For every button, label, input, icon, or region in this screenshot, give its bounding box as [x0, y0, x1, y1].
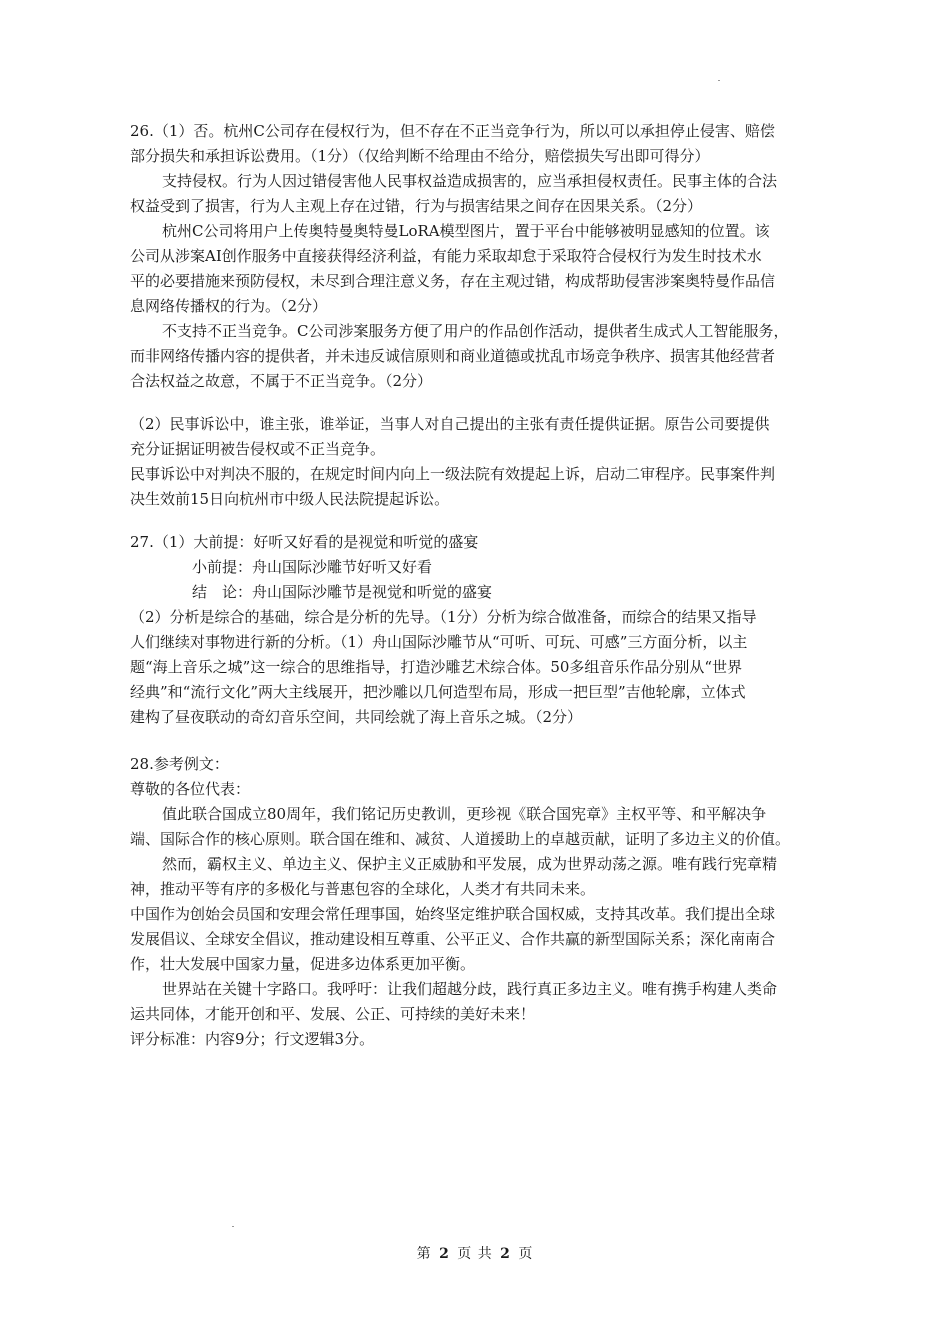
q27-p2-line: 人们继续对事物进行新的分析。（1）舟山国际沙雕节从“可听、可玩、可感”三方面分析，以主: [130, 633, 748, 651]
q26-p5-line: 充分证据证明被告侵权或不正当竞争。: [130, 440, 386, 458]
q27-p2-line: （2）分析是综合的基础，综合是分析的先导。（1分）分析为综合做准备，而综合的结果又指导: [130, 608, 757, 626]
q28-scoring: 评分标准：内容9分；行文逻辑3分。: [130, 1030, 375, 1048]
q27-conclusion: 结 论：舟山国际沙雕节是视觉和听觉的盛宴: [192, 583, 493, 601]
q26-p1-line: 26.（1）否。杭州C公司存在侵权行为，但不存在不正当竞争行为，所以可以承担停止侵害、赔偿: [130, 122, 775, 140]
q27-p2-line: 题“海上音乐之城”这一综合的思维指导，打造沙雕艺术综合体。50多组音乐作品分别从“世界: [130, 658, 743, 676]
q28-p2-line: 然而，霸权主义、单边主义、保护主义正威胁和平发展，成为世界动荡之源。唯有践行宪章精: [162, 855, 778, 873]
footer-prefix: 第: [416, 1246, 432, 1262]
footer-middle: 页 共: [457, 1246, 493, 1262]
current-page-number: 2: [439, 1246, 450, 1262]
q28-p3-line: 中国作为创始会员国和安理会常任理事国，始终坚定维护联合国权威，支持其改革。我们提出全球: [130, 905, 776, 923]
scan-mark: [232, 1226, 234, 1227]
q28-title: 28.参考例文：: [130, 755, 229, 773]
q28-p4-line: 世界站在关键十字路口。我呼吁：让我们超越分歧，践行真正多边主义。唯有携手构建人类命: [162, 980, 778, 998]
scan-mark: [718, 80, 720, 81]
question-27: [130, 530, 852, 730]
answer-content: [130, 119, 852, 1052]
q26-p3-line: 公司从涉案AI创作服务中直接获得经济利益，有能力采取却怠于采取符合侵权行为发生时技术水: [130, 247, 762, 265]
q26-p2-line: 权益受到了损害，行为人主观上存在过错，行为与损害结果之间存在因果关系。（2分）: [130, 197, 703, 215]
q28-p1-line: 值此联合国成立80周年，我们铭记历史教训，更珍视《联合国宪章》主权平等、和平解决争: [162, 805, 767, 823]
q27-major-premise: 27.（1）大前提：好听又好看的是视觉和听觉的盛宴: [130, 533, 479, 551]
q26-p3-line: 杭州C公司将用户上传奥特曼奥特曼LoRA模型图片，置于平台中能够被明显感知的位置。该: [162, 222, 770, 240]
q26-p6-line: 决生效前15日向杭州市中级人民法院提起诉讼。: [130, 490, 450, 508]
q26-p6-line: 民事诉讼中对判决不服的，在规定时间内向上一级法院有效提起上诉，启动二审程序。民事案件判: [130, 465, 776, 483]
q26-p4-line: 不支持不正当竞争。C公司涉案服务方便了用户的作品创作活动，提供者生成式人工智能服务，: [162, 322, 789, 340]
q27-p2-line: 经典”和“流行文化”两大主线展开，把沙雕以几何造型布局，形成一把巨型”吉他轮廓，立体式: [130, 683, 746, 701]
question-28: [130, 752, 852, 1052]
q26-p5-line: （2）民事诉讼中，谁主张，谁举证，当事人对自己提出的主张有责任提供证据。原告公司要提供: [130, 415, 770, 433]
page-footer: [0, 1243, 950, 1263]
footer-suffix: 页: [518, 1246, 534, 1262]
q28-p2-line: 神，推动平等有序的多极化与普惠包容的全球化，人类才有共同未来。: [130, 880, 596, 898]
question-26: [130, 119, 852, 512]
q26-p4-line: 合法权益之故意，不属于不正当竞争。（2分）: [130, 372, 433, 390]
q28-p1-line: 端、国际合作的核心原则。联合国在维和、减贫、人道援助上的卓越贡献，证明了多边主义的价值。: [130, 830, 791, 848]
q27-p2-line: 建构了昼夜联动的奇幻音乐空间，共同绘就了海上音乐之城。（2分）: [130, 708, 583, 726]
q28-p3-line: 作，壮大发展中国家力量，促进多边体系更加平衡。: [130, 955, 476, 973]
q28-salutation: 尊敬的各位代表：: [130, 780, 251, 798]
total-page-number: 2: [500, 1246, 511, 1262]
q27-minor-premise: 小前提：舟山国际沙雕节好听又好看: [192, 558, 433, 576]
q26-p3-line: 平的必要措施来预防侵权，未尽到合理注意义务，存在主观过错，构成帮助侵害涉案奥特曼作品信: [130, 272, 776, 290]
q28-p4-line: 运共同体，才能开创和平、发展、公正、可持续的美好未来！: [130, 1005, 536, 1023]
q26-p1-line: 部分损失和承担诉讼费用。（1分）（仅给判断不给理由不给分，赔偿损失写出即可得分）: [130, 147, 710, 165]
q26-p4-line: 而非网络传播内容的提供者，并未违反诚信原则和商业道德或扰乱市场竞争秩序、损害其他经营者: [130, 347, 776, 365]
q26-p2-line: 支持侵权。行为人因过错侵害他人民事权益造成损害的，应当承担侵权责任。民事主体的合法: [162, 172, 778, 190]
q28-p3-line: 发展倡议、全球安全倡议，推动建设相互尊重、公平正义、合作共赢的新型国际关系；深化南南合: [130, 930, 776, 948]
q26-p3-line: 息网络传播权的行为。（2分）: [130, 297, 328, 315]
